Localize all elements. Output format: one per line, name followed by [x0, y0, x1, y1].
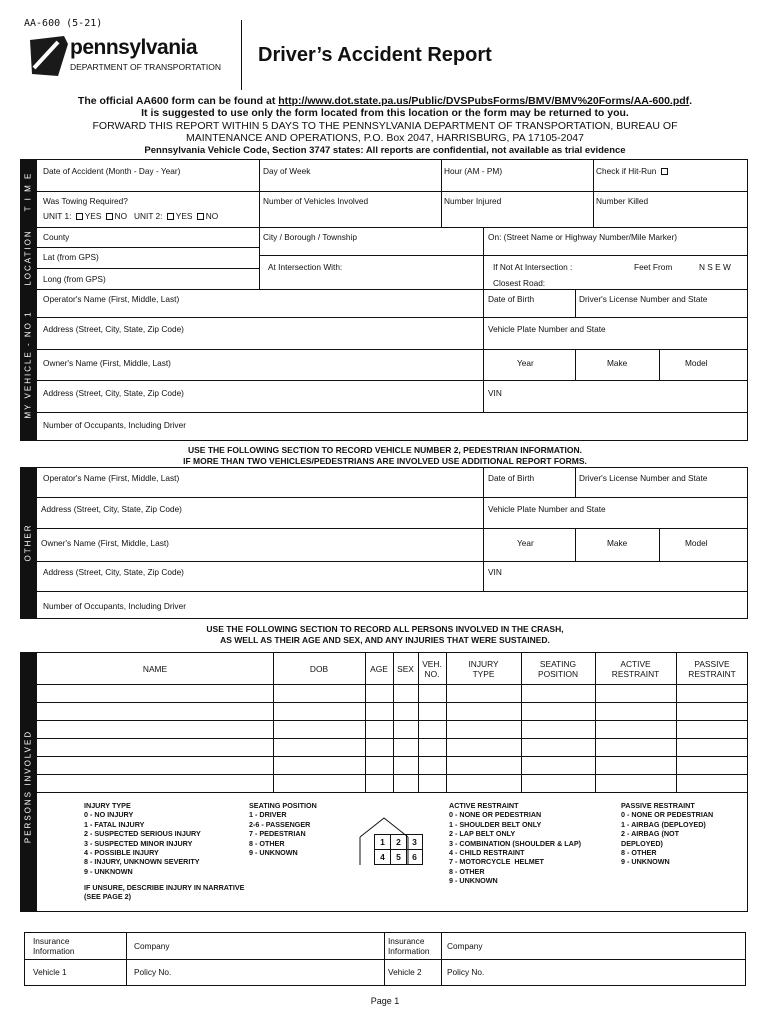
v1-make-field[interactable]: Make	[607, 358, 628, 368]
v2-address-field[interactable]: Address (Street, City, State, Zip Code)	[41, 504, 182, 514]
active-legend: ACTIVE RESTRAINT 0 - NONE OR PEDESTRIAN 1 - SHOULDER BELT ONLY 2 - LAP BELT ONLY 3 - COMBINATION (SHOULDER & LAP) 4 - CHILD RESTRAINT 7 - MOTORCYCLE HELMET 8 - OTHER 9 - UNKNOWN	[449, 801, 582, 886]
persons-side-label: PERSONS INVOLVED	[23, 729, 33, 844]
unit1-yes-label: YES	[84, 211, 102, 221]
col-dob: DOB	[309, 664, 329, 674]
injury-note: IF UNSURE, DESCRIBE INJURY IN NARRATIVE (SEE PAGE 2)	[84, 883, 245, 902]
v1-operator-field[interactable]: Operator's Name (First, Middle, Last)	[43, 294, 180, 304]
unit1-yes-checkbox[interactable]	[76, 213, 83, 220]
section2-note-1: USE THE FOLLOWING SECTION TO RECORD VEHICLE NUMBER 2, PEDESTRIAN INFORMATION.	[187, 445, 582, 455]
v2-model-field[interactable]: Model	[685, 538, 708, 548]
v2-owner-address-field[interactable]: Address (Street, City, State, Zip Code)	[43, 567, 184, 577]
v2-dob-field[interactable]: Date of Birth	[488, 473, 535, 483]
seating-diagram	[356, 815, 417, 867]
col-passive: PASSIVE RESTRAINT	[688, 659, 736, 679]
seat-4: 4	[374, 850, 391, 865]
v1-occupants-field[interactable]: Number of Occupants, Including Driver	[43, 420, 186, 430]
number-killed-field[interactable]: Number Killed	[596, 196, 649, 206]
col-veh: VEH. NO.	[422, 659, 442, 679]
vehicles-involved-field[interactable]: Number of Vehicles Involved	[263, 196, 369, 206]
seat-5: 5	[391, 850, 407, 865]
seat-2: 2	[391, 834, 407, 850]
insurance-vehicle1-label: Vehicle 1	[33, 967, 67, 977]
insurance-vehicle2-label: Vehicle 2	[388, 967, 422, 977]
v1-license-field[interactable]: Driver's License Number and State	[579, 294, 708, 304]
v1-owner-field[interactable]: Owner's Name (First, Middle, Last)	[43, 358, 171, 368]
unit2-no-checkbox[interactable]	[197, 213, 204, 220]
towing-label: Was Towing Required?	[43, 196, 128, 206]
v1-year-field[interactable]: Year	[517, 358, 534, 368]
long-field[interactable]: Long (from GPS)	[43, 274, 106, 284]
col-injury: INJURY TYPE	[468, 659, 499, 679]
lat-field[interactable]: Lat (from GPS)	[43, 252, 99, 262]
day-of-week-field[interactable]: Day of Week	[263, 166, 311, 176]
seating-legend: SEATING POSITION 1 - DRIVER 2-6 - PASSENGER 7 - PEDESTRIAN 8 - OTHER 9 - UNKNOWN	[249, 801, 317, 858]
other-side-label: OTHER	[23, 523, 33, 562]
unit1-no-checkbox[interactable]	[106, 213, 113, 220]
injury-legend: INJURY TYPE 0 - NO INJURY 1 - FATAL INJURY 2 - SUSPECTED SERIOUS INJURY 3 - SUSPECTED MINOR INJURY 4 - POSSIBLE INJURY 8 - INJURY, UNKNOWN SEVERITY 9 - UNKNOWN	[84, 801, 201, 876]
header-divider	[241, 20, 242, 90]
persons-note-2: AS WELL AS THEIR AGE AND SEX, AND ANY INJURIES THAT WERE SUSTAINED.	[220, 635, 550, 645]
feet-from-label: Feet From	[634, 262, 673, 272]
v2-occupants-field[interactable]: Number of Occupants, Including Driver	[43, 601, 186, 611]
logo-dept: DEPARTMENT OF TRANSPORTATION	[70, 62, 221, 72]
intro-line-1	[0, 95, 770, 107]
unit1-no-label: NO	[114, 211, 128, 221]
unit1-label: UNIT 1:	[43, 211, 72, 221]
v1-owner-address-field[interactable]: Address (Street, City, State, Zip Code)	[43, 388, 184, 398]
intersection-field[interactable]: At Intersection With:	[268, 262, 343, 272]
col-seating: SEATING POSITION	[537, 659, 579, 679]
keystone-logo-icon	[28, 34, 68, 78]
v1-model-field[interactable]: Model	[685, 358, 708, 368]
street-field[interactable]: On: (Street Name or Highway Number/Mile Marker)	[488, 232, 678, 242]
seat-1: 1	[374, 834, 391, 850]
v2-owner-field[interactable]: Owner's Name (First, Middle, Last)	[41, 538, 169, 548]
form-number: AA-600 (5-21)	[24, 18, 103, 29]
v1-address-field[interactable]: Address (Street, City, State, Zip Code)	[43, 324, 184, 334]
insurance-policy-1[interactable]: Policy No.	[134, 967, 172, 977]
intro-line-2: It is suggested to use only the form located from this location or the form may be returned to you.	[141, 107, 629, 119]
v2-year-field[interactable]: Year	[517, 538, 534, 548]
v2-vin-field[interactable]: VIN	[488, 567, 502, 577]
time-side-label: T I M E	[23, 171, 33, 212]
intro-line-4: MAINTENANCE AND OPERATIONS, P.O. Box 2047, HARRISBURG, PA 17105-2047	[186, 132, 584, 144]
logo-name: pennsylvania	[70, 36, 198, 59]
hit-run-label: Check if Hit-Run	[596, 166, 657, 176]
unit2-label: UNIT 2:	[134, 211, 163, 221]
v2-license-field[interactable]: Driver's License Number and State	[579, 473, 708, 483]
insurance-info-label-2: Insurance Information	[388, 936, 430, 956]
v2-make-field[interactable]: Make	[607, 538, 628, 548]
hit-run-field[interactable]	[596, 166, 670, 176]
towing-options	[43, 211, 218, 221]
section2-note-2: IF MORE THAN TWO VEHICLES/PEDESTRIANS ARE INVOLVED USE ADDITIONAL REPORT FORMS.	[183, 456, 587, 466]
intro-line-5: Pennsylvania Vehicle Code, Section 3747 states: All reports are confidential, not available as trial evidence	[144, 145, 626, 156]
col-sex: SEX	[397, 664, 414, 674]
logo	[28, 34, 238, 80]
passive-legend: PASSIVE RESTRAINT 0 - NONE OR PEDESTRIAN 1 - AIRBAG (DEPLOYED) 2 - AIRBAG (NOT DEPLOYED) 8 - OTHER 9 - UNKNOWN	[621, 801, 714, 867]
intro-line-3: FORWARD THIS REPORT WITHIN 5 DAYS TO THE PENNSYLVANIA DEPARTMENT OF TRANSPORTATION, BUREAU OF	[92, 120, 678, 132]
v2-operator-field[interactable]: Operator's Name (First, Middle, Last)	[43, 473, 180, 483]
seat-6: 6	[407, 850, 423, 865]
col-age: AGE	[370, 664, 388, 674]
v2-plate-field[interactable]: Vehicle Plate Number and State	[488, 504, 606, 514]
v1-vin-field[interactable]: VIN	[488, 388, 502, 398]
seat-3: 3	[407, 834, 423, 850]
closest-road-field[interactable]: Closest Road:	[493, 278, 546, 288]
unit2-yes-checkbox[interactable]	[167, 213, 174, 220]
insurance-policy-2[interactable]: Policy No.	[447, 967, 485, 977]
v1-plate-field[interactable]: Vehicle Plate Number and State	[488, 324, 606, 334]
unit2-yes-label: YES	[175, 211, 193, 221]
intro-url-link[interactable]: http://www.dot.state.pa.us/Public/DVSPubsForms/BMV/BMV%20Forms/AA-600.pdf	[278, 95, 690, 107]
not-at-intersection-field[interactable]: If Not At Intersection :	[493, 262, 573, 272]
page-number: Page 1	[370, 996, 400, 1006]
insurance-company-1[interactable]: Company	[134, 941, 170, 951]
table-row[interactable]	[37, 792, 748, 793]
insurance-company-2[interactable]: Company	[447, 941, 483, 951]
hit-run-checkbox[interactable]	[661, 168, 668, 175]
page-title: Driver’s Accident Report	[258, 44, 492, 66]
insurance-info-label-1: Insurance Information	[33, 936, 75, 956]
col-name: NAME	[142, 664, 168, 674]
v1-dob-field[interactable]: Date of Birth	[488, 294, 535, 304]
number-injured-field[interactable]: Number Injured	[444, 196, 502, 206]
vehicle1-side-label: MY VEHICLE - NO 1	[23, 310, 33, 419]
col-active: ACTIVE RESTRAINT	[611, 659, 660, 679]
intro-prefix: The official AA600 form can be found at	[77, 95, 279, 107]
intro-suffix: .	[689, 95, 693, 107]
persons-note-1: USE THE FOLLOWING SECTION TO RECORD ALL PERSONS INVOLVED IN THE CRASH,	[206, 624, 564, 634]
direction-options[interactable]: N S E W	[699, 262, 731, 272]
unit2-no-label: NO	[205, 211, 219, 221]
county-field[interactable]: County	[43, 232, 70, 242]
location-side-label: LOCATION	[23, 229, 33, 286]
date-field[interactable]: Date of Accident (Month - Day - Year)	[43, 166, 181, 176]
hour-field[interactable]: Hour (AM - PM)	[444, 166, 503, 176]
city-field[interactable]: City / Borough / Township	[263, 232, 357, 242]
seat-grid	[374, 834, 428, 865]
